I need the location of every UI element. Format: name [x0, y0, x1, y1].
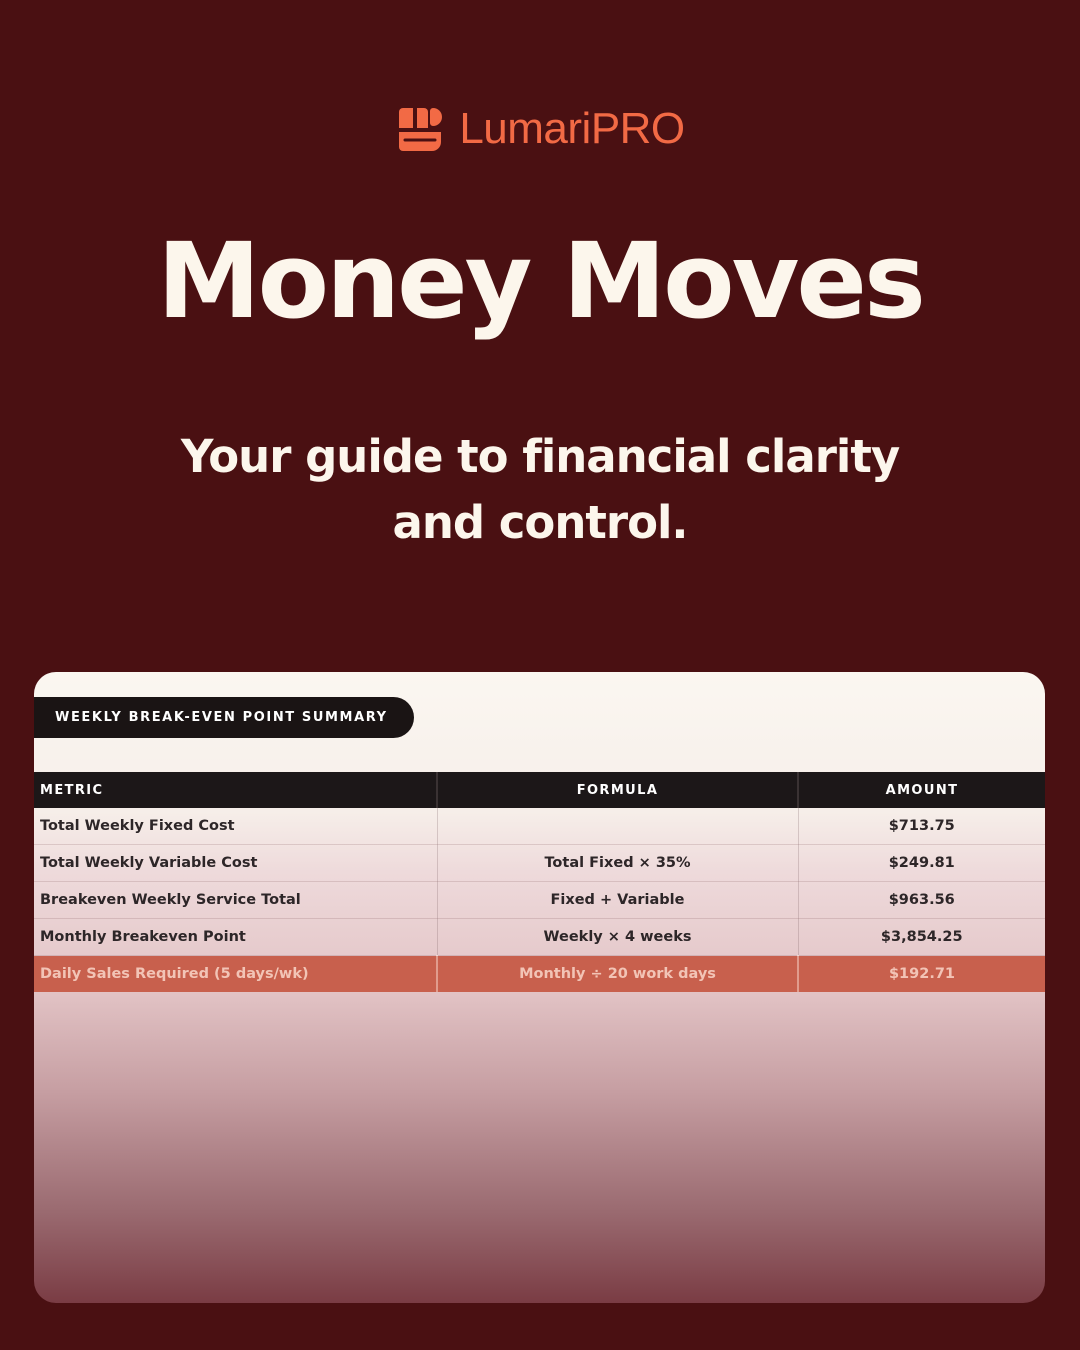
brand-name: [459, 104, 685, 153]
amount-cell: $192.71: [798, 956, 1045, 993]
formula-cell: Monthly ÷ 20 work days: [437, 956, 798, 993]
amount-cell: $3,854.25: [798, 919, 1045, 956]
amount-cell: $249.81: [798, 845, 1045, 882]
brand-logo: [0, 104, 1080, 154]
metric-cell: Monthly Breakeven Point: [34, 919, 437, 956]
table-row: [34, 919, 1045, 956]
summary-card: [34, 672, 1045, 1303]
brand-name-suffix: PRO: [590, 104, 685, 153]
metric-cell: Total Weekly Fixed Cost: [34, 808, 437, 845]
brand-name-main: Lumari: [459, 104, 591, 153]
metric-cell: Total Weekly Variable Cost: [34, 845, 437, 882]
metric-cell: Breakeven Weekly Service Total: [34, 882, 437, 919]
amount-cell: $963.56: [798, 882, 1045, 919]
page-subtitle: [140, 424, 940, 556]
table-row-highlight: [34, 956, 1045, 993]
formula-cell: Fixed + Variable: [437, 882, 798, 919]
subtitle-line-1: Your guide to financial clarity: [180, 430, 900, 483]
formula-cell: Weekly × 4 weeks: [437, 919, 798, 956]
column-header-amount: AMOUNT: [798, 772, 1045, 808]
column-header-formula: FORMULA: [437, 772, 798, 808]
table-header-row: [34, 772, 1045, 808]
table-row: [34, 845, 1045, 882]
table-row: [34, 808, 1045, 845]
breakeven-table: [34, 772, 1045, 992]
page-title: Money Moves: [157, 220, 923, 342]
column-header-metric: METRIC: [34, 772, 437, 808]
formula-cell: Total Fixed × 35%: [437, 845, 798, 882]
subtitle-line-2: and control.: [392, 496, 688, 549]
lumari-logo-icon: [395, 104, 445, 154]
summary-title-badge: WEEKLY BREAK-EVEN POINT SUMMARY: [34, 697, 414, 738]
table-row: [34, 882, 1045, 919]
formula-cell: [437, 808, 798, 845]
amount-cell: $713.75: [798, 808, 1045, 845]
metric-cell: Daily Sales Required (5 days/wk): [34, 956, 437, 993]
